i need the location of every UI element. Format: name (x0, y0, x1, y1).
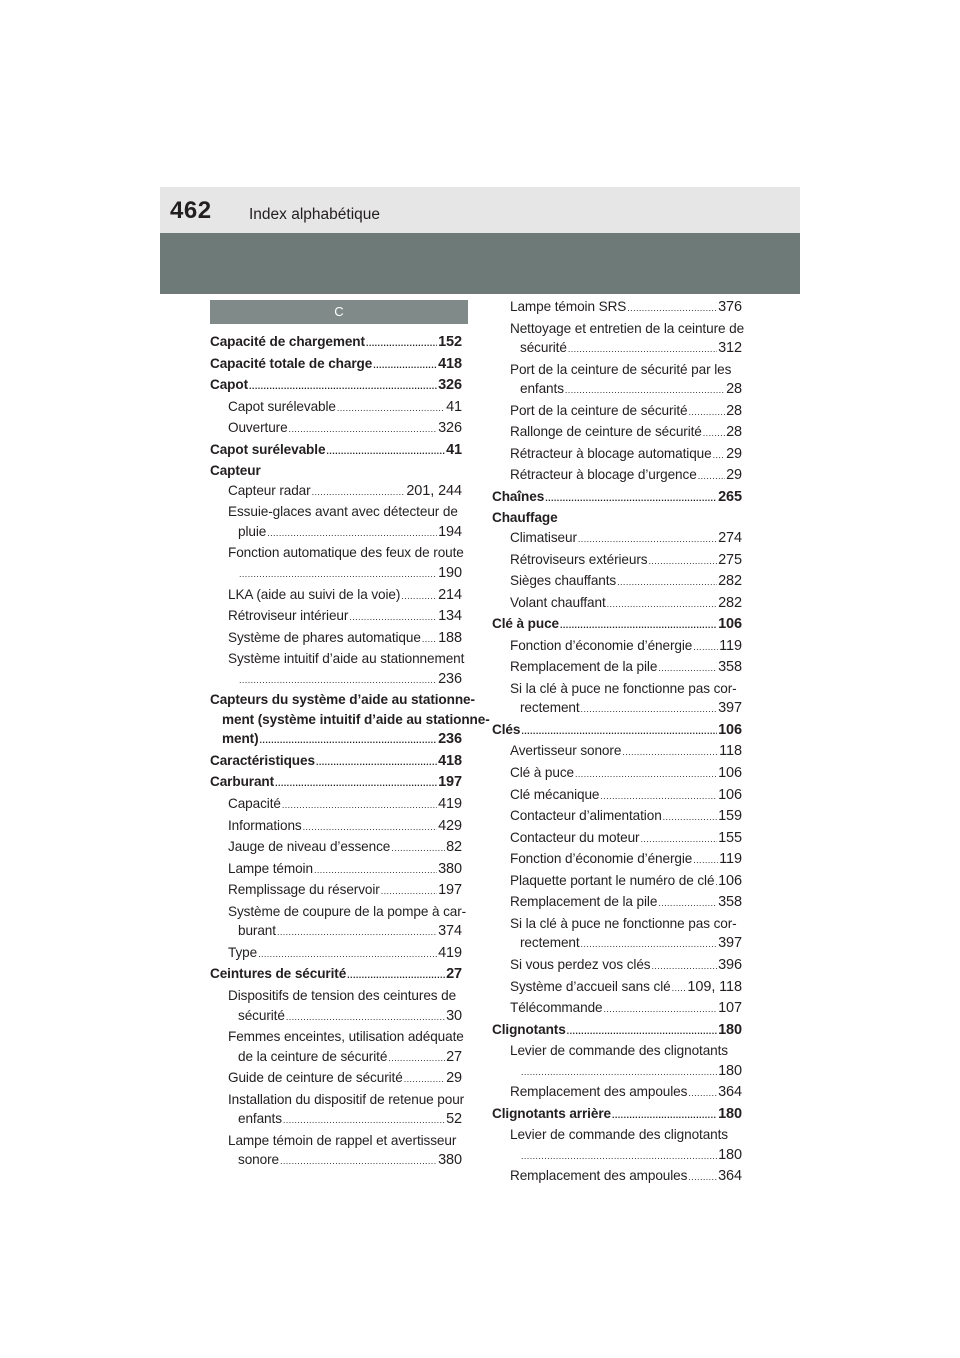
index-entry (210, 1006, 462, 1028)
index-entry-text: Remplacement de la pile (510, 894, 658, 910)
index-entry-text: Clé à puce (510, 765, 574, 781)
index-entry-text: Si la clé à puce ne fonctionne pas cor- (510, 915, 737, 931)
index-entry (492, 1145, 742, 1167)
page-reference: 358 (718, 659, 742, 676)
page-number: 462 (170, 197, 212, 224)
page-reference: 380 (438, 1152, 462, 1169)
index-entry (210, 1068, 462, 1090)
page-reference: 41 (446, 441, 462, 458)
index-column-left (210, 332, 490, 1172)
index-entry (492, 636, 742, 658)
dot-leader (658, 892, 717, 914)
index-entry-text: Nettoyage et entretien de la ceinture de (510, 320, 745, 336)
index-entry-main (210, 440, 462, 462)
index-entry (210, 522, 462, 544)
index-entry-text: Lampe témoin SRS (510, 299, 627, 314)
index-entry-text: Levier de commande des clignotants (510, 1043, 729, 1059)
index-column-right (492, 297, 745, 1188)
page-reference: 194 (438, 523, 462, 540)
dot-leader (258, 943, 437, 965)
index-entry-text: Port de la ceinture de sécurité par les (510, 361, 732, 377)
page-reference: 418 (438, 752, 462, 769)
index-entry (492, 1061, 742, 1083)
page-reference: 134 (438, 608, 462, 625)
index-entry-continuation: pluie (238, 523, 267, 539)
page-reference: 28 (726, 402, 742, 419)
page-reference: 236 (438, 670, 462, 687)
index-entry (492, 465, 742, 487)
index-entry-text: Remplacement des ampoules (510, 1084, 688, 1100)
page-reference: 30 (446, 1007, 462, 1024)
page-reference: 119 (719, 851, 742, 868)
page-reference: 419 (438, 796, 462, 813)
index-entry (492, 338, 742, 360)
index-entry-text: Capacité (228, 796, 281, 812)
page-reference: 109, 118 (687, 978, 742, 995)
dot-leader (275, 772, 437, 794)
index-entry (210, 859, 462, 881)
index-entry-text: Informations (228, 817, 302, 833)
page-reference: 374 (438, 923, 462, 940)
index-entry-text: Fonction automatique des feux de route (228, 545, 464, 561)
dot-leader (312, 481, 406, 503)
index-entry-text: Ouverture (228, 420, 288, 436)
dot-leader (672, 977, 687, 999)
page-reference: 159 (718, 808, 742, 825)
page-reference: 236 (438, 731, 462, 748)
section-title: Index alphabétique (249, 206, 381, 223)
dot-leader (612, 1104, 717, 1126)
index-entry (492, 698, 742, 720)
index-entry-text: Clé à puce (492, 616, 559, 632)
dot-leader (422, 628, 437, 650)
index-entry-continuation: rectement (520, 700, 580, 716)
page-reference: 201, 244 (406, 482, 462, 499)
dot-leader (260, 729, 438, 751)
index-entry (492, 933, 742, 955)
index-entry-text: Clignotants arrière (492, 1105, 611, 1121)
index-entry (492, 828, 742, 850)
index-entry-text: Capot surélevable (210, 441, 326, 457)
dot-leader (640, 828, 717, 850)
page-reference: 107 (718, 1000, 742, 1017)
dot-leader (545, 487, 717, 509)
dot-leader (282, 794, 437, 816)
index-entry-text: Lampe témoin de rappel et avertisseur (228, 1132, 457, 1148)
dot-leader (249, 375, 437, 397)
page-reference: 197 (438, 882, 462, 899)
index-entry (492, 785, 742, 807)
dot-leader (578, 528, 717, 550)
page-reference: 326 (438, 377, 462, 394)
dot-leader (286, 1006, 445, 1028)
index-heading: Chauffage (492, 510, 558, 526)
dot-leader (693, 849, 718, 871)
index-entry-text: Si la clé à puce ne fonctionne pas cor- (510, 680, 737, 696)
page-reference: 364 (718, 1084, 742, 1101)
page-reference: 118 (719, 743, 742, 760)
index-entry (492, 444, 742, 466)
dot-leader (715, 871, 717, 893)
index-entry-text: Rétracteur à blocage automatique (510, 445, 712, 461)
index-entry (210, 418, 462, 440)
index-entry-text: Capacité de chargement (210, 334, 365, 349)
index-entry (210, 1150, 462, 1172)
index-entry-main (492, 1020, 742, 1042)
index-entry-main (210, 354, 462, 376)
index-entry (492, 550, 742, 572)
page-reference: 106 (718, 765, 742, 782)
index-entry (492, 297, 742, 319)
page-reference: 282 (718, 573, 742, 590)
page-reference: 326 (438, 420, 462, 437)
index-entry-text: Type (228, 944, 258, 960)
index-entry-main (492, 1104, 742, 1126)
page-reference: 180 (718, 1021, 742, 1038)
page-reference: 418 (438, 355, 462, 372)
page-reference: 190 (438, 565, 462, 582)
index-entry-text: Avertisseur sonore (510, 743, 622, 759)
index-entry-text: Rétroviseur intérieur (228, 608, 349, 624)
index-entry (492, 593, 742, 615)
index-entry (210, 397, 462, 419)
index-entry-text: Rétroviseurs extérieurs (510, 551, 648, 567)
dot-leader (658, 657, 717, 679)
dot-leader (283, 1109, 445, 1131)
index-entry-main (210, 964, 462, 986)
index-heading: Capteur (210, 463, 261, 479)
index-entry (492, 528, 742, 550)
index-entry-text: Système de phares automatique (228, 629, 421, 645)
page-reference: 106 (718, 616, 742, 633)
dot-leader (652, 955, 718, 977)
dot-leader (600, 785, 717, 807)
page-reference: 419 (438, 944, 462, 961)
dot-leader (663, 806, 717, 828)
page-reference: 397 (718, 935, 742, 952)
page-reference: 82 (446, 839, 462, 856)
index-entry-text: LKA (aide au suivi de la voie) (228, 586, 401, 602)
dot-leader (698, 465, 725, 487)
dot-leader (627, 297, 717, 319)
index-entry-text: Capacité totale de charge (210, 355, 373, 371)
page-reference: 155 (718, 829, 742, 846)
index-entry-continuation: sécurité (238, 1007, 285, 1023)
index-entry (210, 669, 462, 691)
index-entry-text: Fonction d’économie d’énergie (510, 637, 693, 653)
index-entry-text: Jauge de niveau d’essence (228, 839, 391, 855)
index-entry-main (492, 487, 742, 509)
index-entry-text: Climatiseur (510, 530, 577, 546)
index-entry-text: Volant chauffant (510, 594, 606, 610)
index-entry-text: Remplacement des ampoules (510, 1168, 688, 1184)
page-reference: 41 (446, 398, 462, 415)
index-entry-text: Installation du dispositif de retenue pour (228, 1091, 465, 1107)
dot-leader (337, 397, 445, 419)
dot-leader (381, 880, 437, 902)
dot-leader (316, 751, 437, 773)
dot-leader (326, 440, 445, 462)
index-entry-text: Clignotants (492, 1021, 566, 1037)
index-entry (210, 794, 462, 816)
page-reference: 312 (718, 340, 742, 357)
dot-leader (581, 933, 718, 955)
index-entry (210, 837, 462, 859)
index-entry-text: Remplacement de la pile (510, 659, 658, 675)
dot-leader (693, 636, 718, 658)
page-reference: 27 (446, 966, 462, 983)
page-reference: 274 (718, 530, 742, 547)
index-entry (210, 1047, 462, 1069)
page-reference: 180 (718, 1146, 742, 1163)
index-entry-text: Capteur radar (228, 482, 311, 498)
dot-leader (239, 563, 437, 585)
index-entry-text: Rétracteur à blocage d’urgence (510, 467, 697, 483)
index-entry-text: Remplissage du réservoir (228, 882, 380, 898)
page-reference: 29 (726, 445, 742, 462)
index-entry-text: Plaquette portant le numéro de clé (510, 872, 715, 888)
page-reference: 214 (438, 586, 462, 603)
dot-leader (575, 763, 717, 785)
index-entry-text: Femmes enceintes, utilisation adéquate (228, 1029, 464, 1045)
dot-leader (648, 550, 717, 572)
dot-leader (404, 1068, 445, 1090)
index-entry-text: Ceintures de sécurité (210, 966, 347, 982)
index-entry-text: Système intuitif d’aide au stationnement (228, 651, 465, 667)
index-entry (492, 657, 742, 679)
dot-leader (289, 418, 438, 440)
index-entry-text: Contacteur d’alimentation (510, 808, 662, 824)
index-entry-continuation: sécurité (520, 340, 567, 356)
index-entry-text: Clés (492, 721, 521, 737)
index-entry (492, 379, 742, 401)
index-entry-main (210, 772, 462, 794)
index-entry-text: Fonction d’économie d’énergie (510, 851, 693, 867)
index-entry-text: Système de coupure de la pompe à car- (228, 903, 467, 919)
page-reference: 106 (718, 721, 742, 738)
dot-leader (521, 1061, 717, 1083)
page-reference: 29 (446, 1070, 462, 1087)
index-entry (210, 816, 462, 838)
index-entry-text: Capteurs du système d’aide au stationne- (210, 692, 475, 708)
index-entry (492, 955, 742, 977)
page-reference: 52 (446, 1111, 462, 1128)
index-entry-text: Carburant (210, 774, 275, 790)
page-reference: 28 (726, 424, 742, 441)
index-entry-main (492, 720, 742, 742)
index-entry (492, 892, 742, 914)
index-entry-text: Sièges chauffants (510, 573, 617, 589)
page-reference: 119 (719, 637, 742, 654)
page-reference: 380 (438, 860, 462, 877)
index-entry-text: Chaînes (492, 488, 545, 504)
index-entry (492, 849, 742, 871)
index-entry (210, 880, 462, 902)
index-entry (210, 481, 462, 503)
index-entry (210, 563, 462, 585)
page-reference: 282 (718, 594, 742, 611)
index-entry-text: Capot (210, 377, 249, 393)
index-entry-continuation: ment) (222, 731, 259, 747)
index-entry-continuation: burant (238, 923, 276, 939)
dot-leader (373, 354, 437, 376)
dot-leader (560, 614, 717, 636)
dot-leader (703, 422, 725, 444)
dot-leader (366, 332, 437, 354)
dot-leader (303, 816, 437, 838)
dot-leader (622, 741, 718, 763)
index-entry-main (210, 375, 462, 397)
page-reference: 364 (718, 1168, 742, 1185)
index-entry-text: Port de la ceinture de sécurité (510, 402, 688, 418)
index-entry (492, 977, 742, 999)
page-reference: 27 (446, 1048, 462, 1065)
index-entry (492, 741, 742, 763)
index-entry-text: Rallonge de ceinture de sécurité (510, 424, 702, 440)
index-letter-heading: C (210, 300, 468, 324)
index-entry (492, 871, 742, 893)
dot-leader (314, 859, 437, 881)
page-reference: 152 (438, 334, 462, 350)
index-entry-text: Système d’accueil sans clé (510, 978, 671, 994)
index-entry (210, 628, 462, 650)
dot-leader (347, 964, 445, 986)
page-reference: 28 (726, 381, 742, 398)
dot-leader (521, 720, 717, 742)
dot-leader (349, 606, 437, 628)
index-entry (492, 806, 742, 828)
index-entry-text: Clé mécanique (510, 786, 600, 802)
index-entry-text: Si vous perdez vos clés (510, 956, 651, 972)
dot-leader (280, 1150, 437, 1172)
page-reference: 376 (718, 299, 742, 315)
index-entry (492, 998, 742, 1020)
index-entry-main (210, 751, 462, 773)
index-entry-continuation: de la ceinture de sécurité (238, 1048, 388, 1064)
dot-leader (277, 921, 437, 943)
page-reference: 429 (438, 817, 462, 834)
dot-leader (239, 669, 437, 691)
page-reference: 106 (718, 872, 742, 889)
page-reference: 197 (438, 774, 462, 791)
index-entry-continuation: enfants (520, 381, 564, 397)
dot-leader (713, 444, 725, 466)
index-entry-text: Contacteur du moteur (510, 829, 640, 845)
index-entry-continuation: rectement (520, 935, 580, 951)
page-reference: 180 (718, 1062, 742, 1079)
page-reference: 106 (718, 786, 742, 803)
index-entry (492, 571, 742, 593)
index-entry (210, 1109, 462, 1131)
index-entry-text: Guide de ceinture de sécurité (228, 1070, 403, 1086)
dot-leader (688, 1166, 717, 1188)
index-entry-text: Essuie-glaces avant avec détecteur de (228, 504, 458, 520)
dot-leader (565, 379, 725, 401)
index-entry (492, 422, 742, 444)
page-reference: 180 (718, 1105, 742, 1122)
page-reference: 396 (718, 956, 742, 973)
index-entry (210, 921, 462, 943)
dot-leader (388, 1047, 445, 1069)
index-entry-text: Télécommande (510, 1000, 603, 1016)
index-entry-text: Levier de commande des clignotants (510, 1127, 729, 1143)
page-reference: 275 (718, 551, 742, 568)
index-entry-main (210, 332, 462, 354)
dot-leader (688, 1082, 717, 1104)
index-entry-text: Caractéristiques (210, 752, 315, 768)
dot-leader (689, 401, 726, 423)
index-entry-continuation: sonore (238, 1152, 279, 1168)
dot-leader (604, 998, 718, 1020)
page-reference: 188 (438, 629, 462, 646)
dot-leader (401, 585, 437, 607)
index-entry (210, 943, 462, 965)
page-reference: 265 (718, 488, 742, 505)
index-entry-continuation: ment (système intuitif d’aide au stationne- (222, 711, 490, 727)
header-dark-band (160, 233, 800, 294)
page-reference: 358 (718, 894, 742, 911)
dot-leader (521, 1145, 717, 1167)
page-reference: 397 (718, 700, 742, 717)
dot-leader (581, 698, 718, 720)
page-reference: 29 (726, 467, 742, 484)
index-entry (492, 1082, 742, 1104)
dot-leader (567, 1020, 717, 1042)
dot-leader (267, 522, 437, 544)
dot-leader (617, 571, 717, 593)
dot-leader (391, 837, 445, 859)
dot-leader (607, 593, 717, 615)
index-entry-text: Capot surélevable (228, 398, 336, 414)
index-entry (210, 729, 462, 751)
index-entry (492, 763, 742, 785)
dot-leader (568, 338, 717, 360)
index-entry (210, 585, 462, 607)
index-entry-continuation: enfants (238, 1111, 282, 1127)
index-entry-main (492, 614, 742, 636)
index-entry (492, 1166, 742, 1188)
index-entry (492, 401, 742, 423)
index-entry-text: Dispositifs de tension des ceintures de (228, 987, 457, 1003)
index-entry-text: Lampe témoin (228, 860, 313, 876)
index-entry (210, 606, 462, 628)
